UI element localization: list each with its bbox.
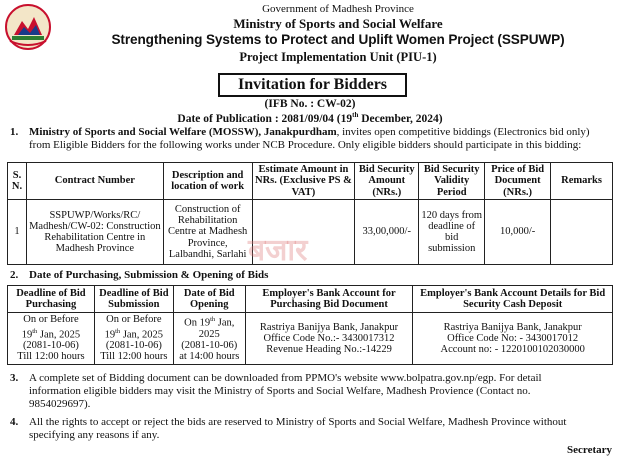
- header-government: Government of Madhesh Province: [262, 3, 414, 15]
- publication-date: Date of Publication : 2081/09/04 (19th December, 2024): [177, 111, 443, 125]
- cell-sn: 1: [8, 200, 27, 265]
- header-piu: Project Implementation Unit (PIU-1): [239, 50, 437, 64]
- section-3-line2: information eligible bidders may visit the Ministry of Sports and Social Welfare, Madhesh Provience (Contact no.: [29, 385, 531, 397]
- th-remarks: Remarks: [551, 163, 613, 200]
- section-4-number: 4.: [10, 416, 19, 428]
- th-price: Price of Bid Document (NRs.): [485, 163, 551, 200]
- nepal-emblem-icon: [4, 3, 52, 51]
- header-ministry: Ministry of Sports and Social Welfare: [233, 16, 443, 31]
- section-1-line2: from Eligible Bidders for the following works under NCB Procedure. Only eligible bidders should participate in this bidding:: [29, 139, 582, 151]
- section-4-line1: All the rights to accept or reject the bids are reserved to Ministry of Sports and Social Welfare, Madhesh Province without: [29, 416, 567, 428]
- header-project: Strengthening Systems to Protect and Uplift Women Project (SSPUWP): [111, 32, 565, 47]
- section-2-title: Date of Purchasing, Submission & Opening of Bids: [29, 269, 269, 281]
- section-4-line2: specifying any reasons if any.: [29, 429, 160, 441]
- cell-purchase-deadline: On or Before 19th Jan, 2025 (2081-10-06) Till 12:00 hours: [8, 313, 95, 365]
- th-purchase-deadline: Deadline of Bid Purchasing: [8, 286, 95, 313]
- cell-estimate: [252, 200, 355, 265]
- section-3-line3: 9854029697).: [29, 398, 91, 410]
- section-3-line1: A complete set of Bidding document can be downloaded from PPMO's website www.bolpatra.gov.np/egp. For detail: [29, 372, 542, 384]
- th-opening-date: Date of Bid Opening: [173, 286, 245, 313]
- th-submission-deadline: Deadline of Bid Submission: [94, 286, 173, 313]
- dates-table: [7, 285, 613, 365]
- watermark-logo: बजार: [248, 233, 308, 268]
- th-bid-security: Bid Security Amount (NRs.): [355, 163, 419, 200]
- cell-opening-date: On 19th Jan, 2025 (2081-10-06) at 14:00 hours: [173, 313, 245, 365]
- th-validity: Bid Security Validity Period: [419, 163, 485, 200]
- cell-contract: SSPUWP/Works/RC/ Madhesh/CW-02: Construction Rehabilitation Centre in Madhesh Province: [26, 200, 163, 265]
- th-description: Description and location of work: [163, 163, 252, 200]
- ifb-number: (IFB No. : CW-02): [264, 98, 356, 110]
- table-row: [8, 313, 613, 365]
- th-bank-security: Employer's Bank Account Details for Bid Security Cash Deposit: [413, 286, 613, 313]
- cell-bank-purchase: Rastriya Banijya Bank, Janakpur Office Code No.:- 3430017312 Revenue Heading No.:-14229: [245, 313, 413, 365]
- cell-bank-security: Rastriya Banijya Bank, Janakpur Office Code No: - 3430017012 Account no: - 1220100102030000: [413, 313, 613, 365]
- cell-price: 10,000/-: [485, 200, 551, 265]
- section-2-number: 2.: [10, 269, 19, 281]
- th-estimate: Estimate Amount in NRs. (Exclusive PS & VAT): [252, 163, 355, 200]
- table-row: [8, 200, 613, 265]
- cell-validity: 120 days from deadline of bid submission: [419, 200, 485, 265]
- works-table: [7, 162, 613, 265]
- cell-security: 33,00,000/-: [355, 200, 419, 265]
- section-1-line1: Ministry of Sports and Social Welfare (MOSSW), Janakpurdham, invites open competitive biddings (Electronics bid only): [29, 126, 590, 138]
- notice-title: Invitation for Bidders: [218, 73, 407, 97]
- section-3-number: 3.: [10, 372, 19, 384]
- section-1-number: 1.: [10, 126, 19, 138]
- cell-remarks: [551, 200, 613, 265]
- th-contract-number: Contract Number: [26, 163, 163, 200]
- th-sn: S. N.: [8, 163, 27, 200]
- cell-submission-deadline: On or Before 19th Jan, 2025 (2081-10-06) Till 12:00 hours: [94, 313, 173, 365]
- cell-description: Construction of Rehabilitation Centre at Madhesh Province, Lalbandhi, Sarlahi: [163, 200, 252, 265]
- signoff-secretary: Secretary: [567, 444, 612, 456]
- th-bank-purchase: Employer's Bank Account for Purchasing Bid Document: [245, 286, 413, 313]
